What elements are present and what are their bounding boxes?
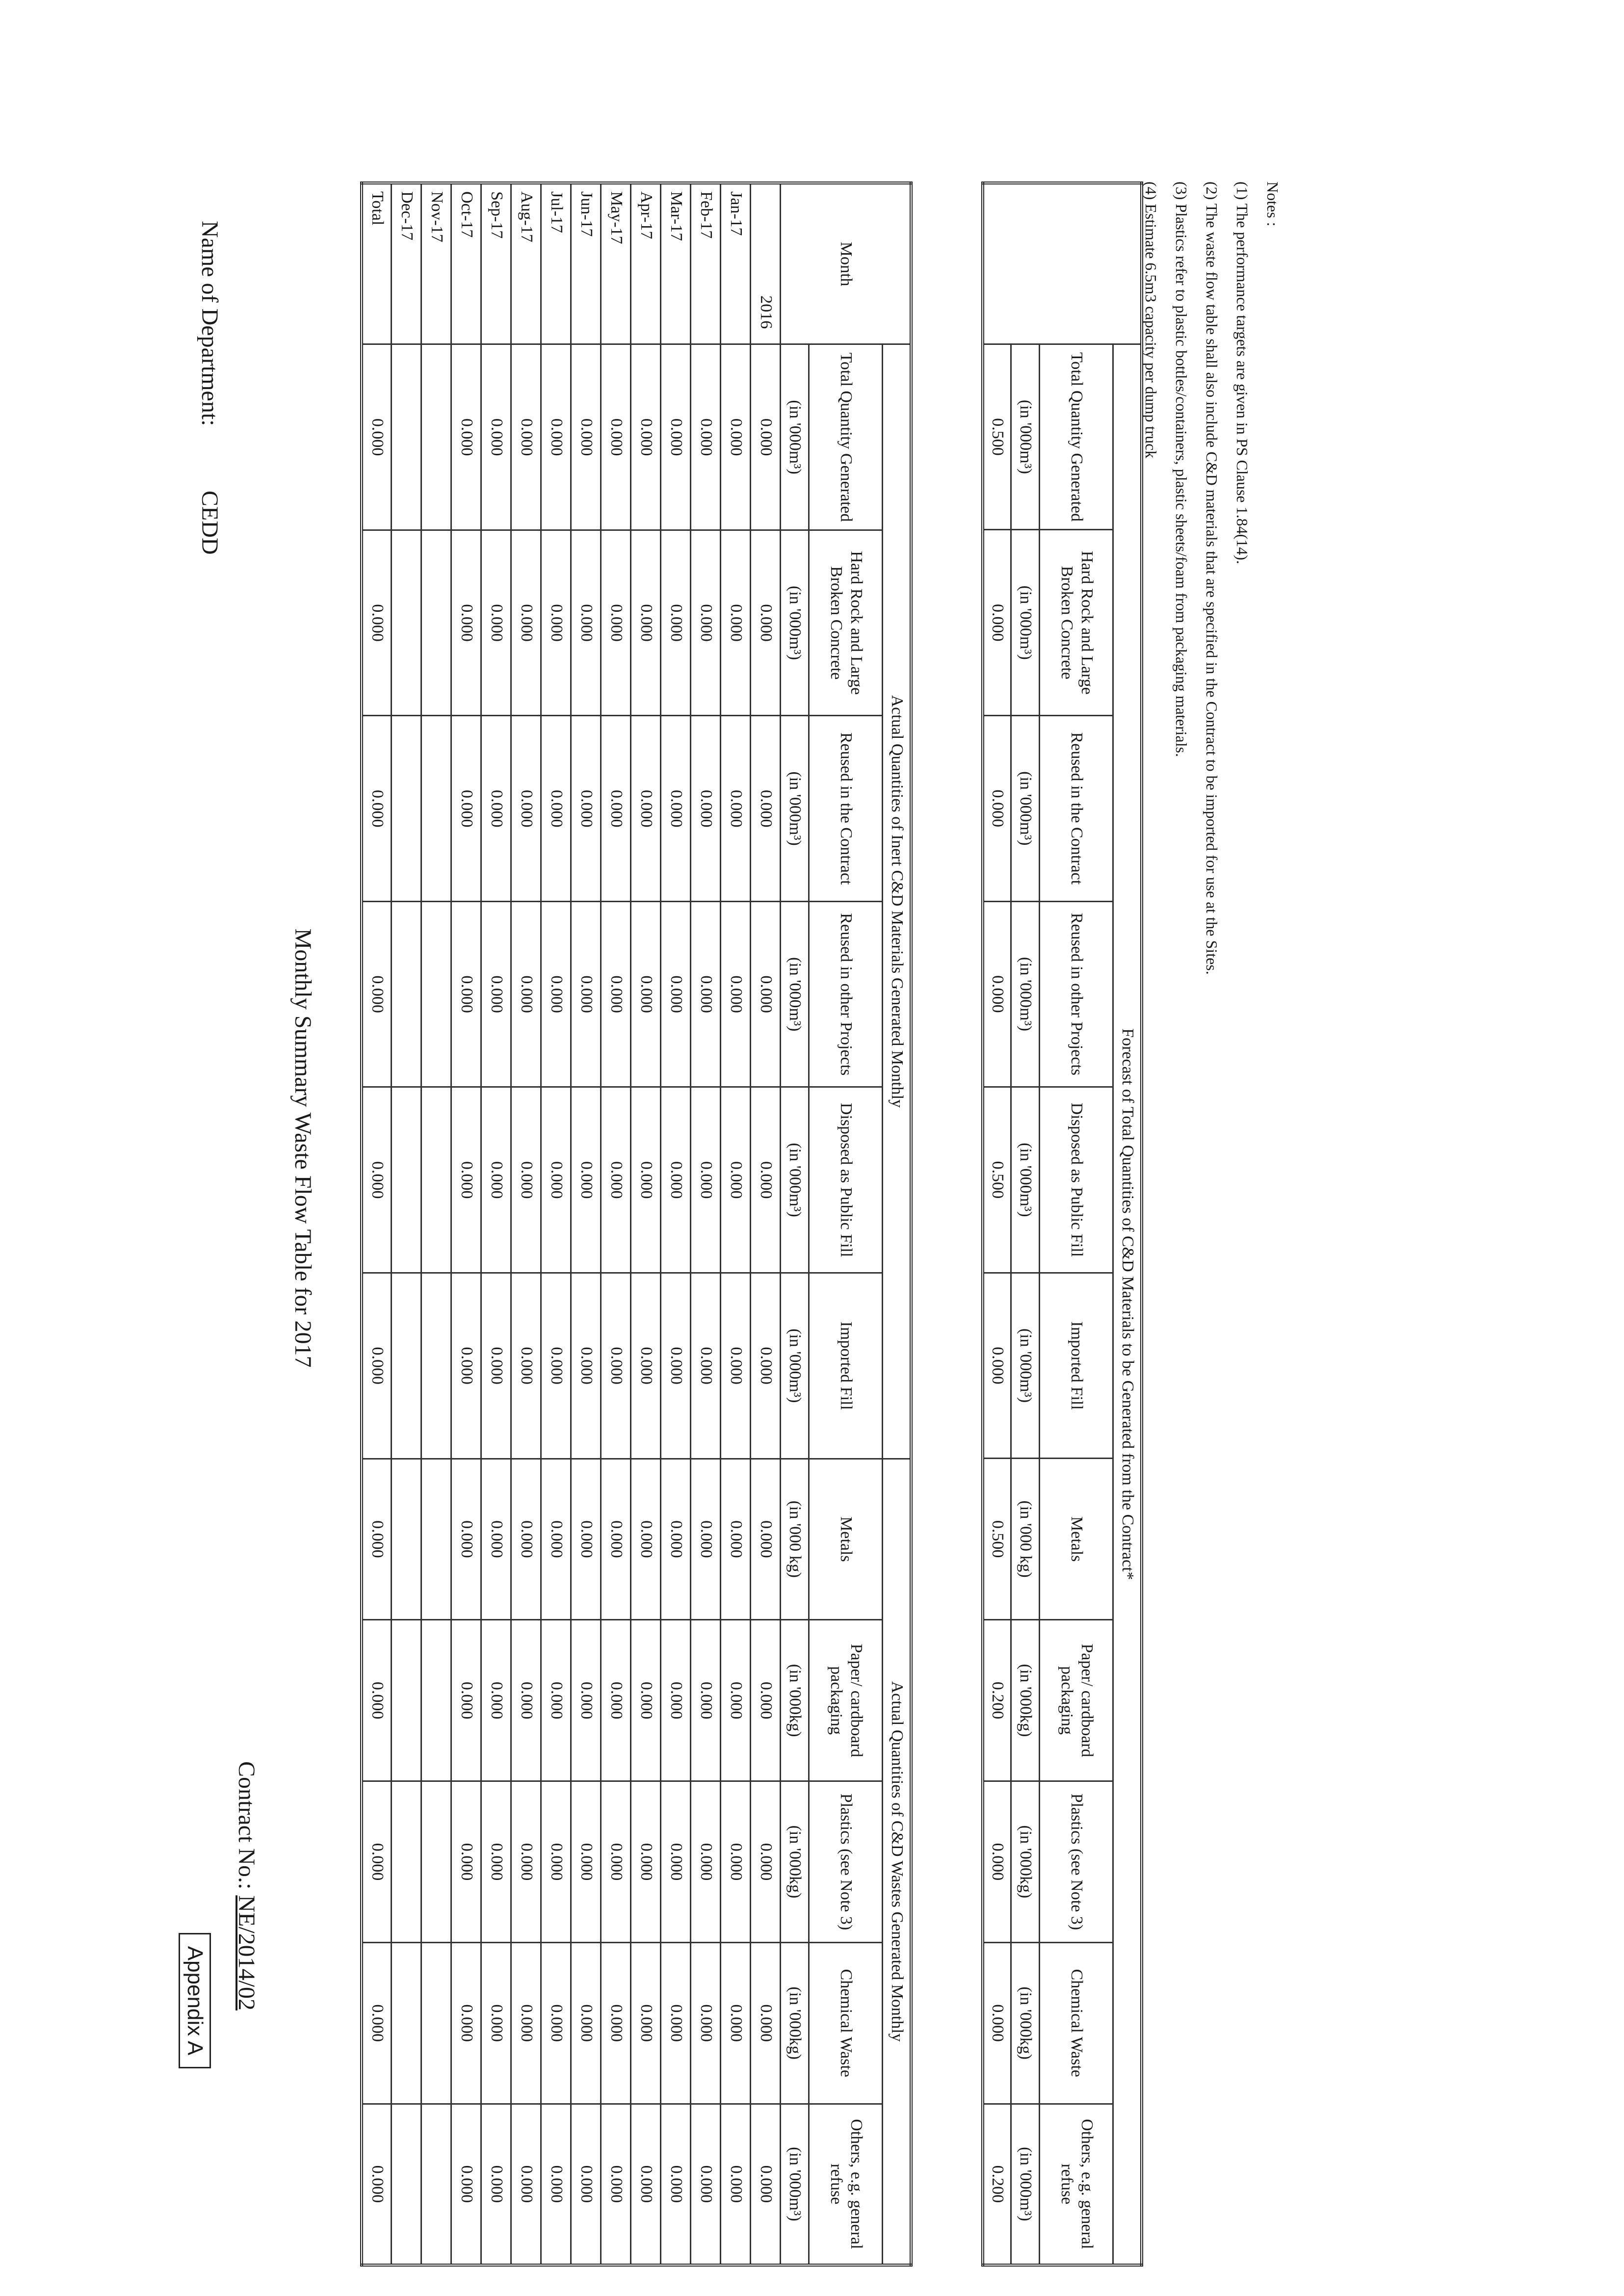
value-cell xyxy=(421,1273,451,1459)
value-cell: 0.000 xyxy=(661,1087,691,1273)
unit-header: (in '000 kg) xyxy=(781,1459,809,1620)
unit-header: (in '000m³) xyxy=(781,530,809,716)
forecast-column-header-row xyxy=(1040,183,1113,2265)
page-title: Monthly Summary Waste Flow Table for 2017 xyxy=(290,928,316,1368)
value-cell: 0.000 xyxy=(511,716,541,902)
value-cell: 0.000 xyxy=(511,1781,541,1943)
notes xyxy=(1136,182,1288,975)
value-cell: 0.000 xyxy=(451,344,481,530)
forecast-group-header: Forecast of Total Quantities of C&D Materials to be Generated from the Contract* xyxy=(1113,344,1142,2265)
value-cell: 0.000 xyxy=(571,1087,601,1273)
forecast-column-header: Imported Fill xyxy=(1040,1273,1113,1459)
forecast-column-header: Paper/ cardboard packaging xyxy=(1040,1619,1113,1781)
value-cell: 0.000 xyxy=(661,716,691,902)
value-cell: 0.000 xyxy=(691,1273,721,1459)
value-cell: 0.000 xyxy=(451,1459,481,1620)
month-cell: Jan-17 xyxy=(721,183,751,344)
value-cell xyxy=(421,344,451,530)
forecast-column-header: Metals xyxy=(1040,1459,1113,1620)
month-cell: Apr-17 xyxy=(631,183,661,344)
value-cell xyxy=(392,901,421,1087)
value-cell: 0.000 xyxy=(481,1942,511,2104)
value-cell xyxy=(392,344,421,530)
value-cell: 0.000 xyxy=(631,901,661,1087)
value-cell: 0.000 xyxy=(661,344,691,530)
unit-header: (in '000kg) xyxy=(781,1942,809,2104)
table-row xyxy=(421,183,451,2265)
value-cell: 0.000 xyxy=(631,1781,661,1943)
note-4: (4) Estimate 6.5m3 capacity per dump truck xyxy=(1142,182,1160,459)
value-cell: 0.000 xyxy=(362,716,392,902)
value-cell: 0.000 xyxy=(721,344,751,530)
value-cell xyxy=(392,1087,421,1273)
contract-number: NE/2014/02 xyxy=(234,1895,260,2010)
value-cell: 0.000 xyxy=(362,1459,392,1620)
value-cell: 0.000 xyxy=(601,1273,631,1459)
forecast-column-header: Chemical Waste xyxy=(1040,1942,1113,2104)
contract-line xyxy=(233,1761,260,2010)
forecast-value-cell: 0.200 xyxy=(983,2104,1011,2265)
forecast-unit-header: (in '000m³) xyxy=(1011,715,1040,901)
column-header: Reused in the Contract xyxy=(809,716,883,902)
month-cell: Jun-17 xyxy=(571,183,601,344)
table-row xyxy=(661,183,691,2265)
month-cell: Nov-17 xyxy=(421,183,451,344)
value-cell: 0.000 xyxy=(631,1087,661,1273)
unit-header: (in '000kg) xyxy=(781,1781,809,1943)
column-header: Hard Rock and Large Broken Concrete xyxy=(809,530,883,716)
value-cell xyxy=(421,901,451,1087)
value-cell: 0.000 xyxy=(631,344,661,530)
table-row xyxy=(511,183,541,2265)
forecast-value-cell: 0.200 xyxy=(983,1619,1011,1781)
value-cell: 0.000 xyxy=(661,2104,691,2265)
value-cell: 0.000 xyxy=(541,530,571,716)
value-cell: 0.000 xyxy=(481,344,511,530)
value-cell: 0.000 xyxy=(751,1087,781,1273)
value-cell: 0.000 xyxy=(362,1781,392,1943)
value-cell: 0.000 xyxy=(362,2104,392,2265)
table-row xyxy=(631,183,661,2265)
value-cell: 0.000 xyxy=(571,716,601,902)
forecast-column-header: Reused in other Projects xyxy=(1040,901,1113,1087)
value-cell: 0.000 xyxy=(751,344,781,530)
value-cell: 0.000 xyxy=(451,1273,481,1459)
forecast-table xyxy=(981,182,1143,2267)
forecast-unit-row xyxy=(1011,183,1040,2265)
value-cell: 0.000 xyxy=(362,901,392,1087)
forecast-unit-header: (in '000kg) xyxy=(1011,1781,1040,1942)
value-cell: 0.000 xyxy=(751,1620,781,1781)
value-cell xyxy=(392,1620,421,1781)
value-cell: 0.000 xyxy=(571,344,601,530)
value-cell: 0.000 xyxy=(451,1942,481,2104)
forecast-blank-cell xyxy=(983,183,1142,344)
value-cell: 0.000 xyxy=(601,1942,631,2104)
unit-header: (in '000m³) xyxy=(781,1273,809,1459)
value-cell: 0.000 xyxy=(481,1781,511,1943)
value-cell xyxy=(392,716,421,902)
value-cell xyxy=(421,1459,451,1620)
value-cell: 0.000 xyxy=(451,1781,481,1943)
value-cell: 0.000 xyxy=(451,2104,481,2265)
value-cell: 0.000 xyxy=(511,1087,541,1273)
value-cell: 0.000 xyxy=(751,1459,781,1620)
value-cell: 0.000 xyxy=(511,1459,541,1620)
value-cell: 0.000 xyxy=(362,1087,392,1273)
actual-quantities-table xyxy=(360,182,913,2267)
forecast-unit-header: (in '000m³) xyxy=(1011,530,1040,716)
value-cell: 0.000 xyxy=(451,1620,481,1781)
value-cell: 0.000 xyxy=(631,716,661,902)
forecast-unit-header: (in '000kg) xyxy=(1011,1942,1040,2104)
value-cell: 0.000 xyxy=(601,530,631,716)
value-cell: 0.000 xyxy=(481,1459,511,1620)
value-cell: 0.000 xyxy=(661,1781,691,1943)
forecast-value-cell: 0.000 xyxy=(983,1781,1011,1942)
value-cell: 0.000 xyxy=(661,1942,691,2104)
value-cell: 0.000 xyxy=(661,1620,691,1781)
forecast-column-header: Hard Rock and Large Broken Concrete xyxy=(1040,530,1113,716)
value-cell: 0.000 xyxy=(481,901,511,1087)
table-row xyxy=(691,183,721,2265)
value-cell: 0.000 xyxy=(631,1459,661,1620)
forecast-value-cell: 0.000 xyxy=(983,530,1011,716)
column-header: Others, e.g. general refuse xyxy=(809,2104,883,2265)
table-row xyxy=(392,183,421,2265)
department-value: CEDD xyxy=(197,491,223,555)
column-header: Plastics (see Note 3) xyxy=(809,1781,883,1943)
value-cell: 0.000 xyxy=(601,1459,631,1620)
value-cell: 0.000 xyxy=(571,1781,601,1943)
value-cell: 0.000 xyxy=(691,1620,721,1781)
table-row xyxy=(451,183,481,2265)
table-row xyxy=(541,183,571,2265)
value-cell: 0.000 xyxy=(751,530,781,716)
value-cell xyxy=(392,2104,421,2265)
forecast-column-header: Total Quantity Generated xyxy=(1040,344,1113,530)
forecast-unit-header: (in '000m³) xyxy=(1011,1273,1040,1459)
value-cell xyxy=(392,1942,421,2104)
note-2: (2) The waste flow table shall also include C&D materials that are specified in the Contract to be imported for use at the Sites. xyxy=(1203,182,1221,975)
value-cell: 0.000 xyxy=(511,1942,541,2104)
value-cell: 0.000 xyxy=(362,1273,392,1459)
value-cell: 0.000 xyxy=(362,530,392,716)
value-cell xyxy=(421,1781,451,1943)
value-cell xyxy=(392,530,421,716)
month-cell: May-17 xyxy=(601,183,631,344)
value-cell xyxy=(392,1273,421,1459)
value-cell: 0.000 xyxy=(691,1459,721,1620)
value-cell: 0.000 xyxy=(511,2104,541,2265)
value-cell: 0.000 xyxy=(601,2104,631,2265)
actual-table-body xyxy=(362,183,781,2265)
month-cell: Sep-17 xyxy=(481,183,511,344)
value-cell: 0.000 xyxy=(691,1942,721,2104)
unit-header: (in '000m³) xyxy=(781,901,809,1087)
value-cell xyxy=(392,1459,421,1620)
table-row xyxy=(362,183,392,2265)
table-row xyxy=(601,183,631,2265)
value-cell: 0.000 xyxy=(362,1942,392,2104)
column-header: Total Quantity Generated xyxy=(809,344,883,530)
table-row xyxy=(571,183,601,2265)
value-cell: 0.000 xyxy=(721,716,751,902)
value-cell: 0.000 xyxy=(571,530,601,716)
value-cell: 0.000 xyxy=(511,1620,541,1781)
forecast-unit-header: (in '000m³) xyxy=(1011,2104,1040,2265)
value-cell: 0.000 xyxy=(691,716,721,902)
value-cell: 0.000 xyxy=(661,530,691,716)
note-3: (3) Plastics refer to plastic bottles/containers, plastic sheets/foam from packaging materials. xyxy=(1173,182,1190,757)
unit-header: (in '000kg) xyxy=(781,1620,809,1781)
column-header: Disposed as Public Fill xyxy=(809,1087,883,1273)
value-cell: 0.000 xyxy=(511,344,541,530)
note-1: (1) The performance targets are given in PS Clause 1.84(14). xyxy=(1233,182,1251,564)
value-cell: 0.000 xyxy=(601,1620,631,1781)
value-cell: 0.000 xyxy=(691,344,721,530)
value-cell: 0.000 xyxy=(601,344,631,530)
forecast-column-header: Reused in the Contract xyxy=(1040,715,1113,901)
value-cell: 0.000 xyxy=(451,530,481,716)
group-header-row xyxy=(883,183,911,2265)
forecast-unit-header: (in '000m³) xyxy=(1011,344,1040,530)
month-cell: Total xyxy=(362,183,392,344)
value-cell: 0.000 xyxy=(721,1273,751,1459)
value-cell: 0.000 xyxy=(631,2104,661,2265)
value-cell: 0.000 xyxy=(541,1781,571,1943)
value-cell: 0.000 xyxy=(481,530,511,716)
value-cell: 0.000 xyxy=(541,1087,571,1273)
value-cell: 0.000 xyxy=(571,1459,601,1620)
value-cell: 0.000 xyxy=(721,1781,751,1943)
value-cell: 0.000 xyxy=(541,716,571,902)
unit-header: (in '000m³) xyxy=(781,1087,809,1273)
forecast-value-row xyxy=(983,183,1011,2265)
column-header: Reused in other Projects xyxy=(809,901,883,1087)
forecast-unit-header: (in '000kg) xyxy=(1011,1619,1040,1781)
value-cell: 0.000 xyxy=(601,1087,631,1273)
value-cell: 0.000 xyxy=(751,901,781,1087)
value-cell: 0.000 xyxy=(511,530,541,716)
notes-heading: Notes : xyxy=(1264,182,1282,227)
value-cell: 0.000 xyxy=(601,901,631,1087)
value-cell: 0.000 xyxy=(751,1273,781,1459)
value-cell: 0.000 xyxy=(721,1942,751,2104)
value-cell: 0.000 xyxy=(721,1459,751,1620)
value-cell: 0.000 xyxy=(721,2104,751,2265)
value-cell: 0.000 xyxy=(661,1273,691,1459)
value-cell: 0.000 xyxy=(631,1620,661,1781)
month-cell: Oct-17 xyxy=(451,183,481,344)
month-cell: Feb-17 xyxy=(691,183,721,344)
forecast-unit-header: (in '000 kg) xyxy=(1011,1459,1040,1620)
unit-header: (in '000m³) xyxy=(781,716,809,902)
table-row xyxy=(751,183,781,2265)
month-cell: Jul-17 xyxy=(541,183,571,344)
value-cell: 0.000 xyxy=(541,1620,571,1781)
forecast-value-cell: 0.000 xyxy=(983,715,1011,901)
value-cell: 0.000 xyxy=(541,1942,571,2104)
appendix-box: Appendix A xyxy=(179,1933,211,2068)
value-cell: 0.000 xyxy=(571,2104,601,2265)
value-cell: 0.000 xyxy=(571,1620,601,1781)
value-cell: 0.000 xyxy=(691,901,721,1087)
value-cell: 0.000 xyxy=(481,1273,511,1459)
value-cell: 0.000 xyxy=(481,1087,511,1273)
forecast-column-header: Disposed as Public Fill xyxy=(1040,1087,1113,1273)
unit-header: (in '000m³) xyxy=(781,2104,809,2265)
forecast-value-cell: 0.500 xyxy=(983,1087,1011,1273)
value-cell: 0.000 xyxy=(721,530,751,716)
value-cell: 0.000 xyxy=(511,901,541,1087)
forecast-value-cell: 0.000 xyxy=(983,901,1011,1087)
value-cell: 0.000 xyxy=(661,901,691,1087)
value-cell: 0.000 xyxy=(541,2104,571,2265)
month-cell: Dec-17 xyxy=(392,183,421,344)
forecast-value-cell: 0.500 xyxy=(983,344,1011,530)
value-cell: 0.000 xyxy=(362,1620,392,1781)
value-cell: 0.000 xyxy=(691,2104,721,2265)
forecast-unit-header: (in '000m³) xyxy=(1011,1087,1040,1273)
unit-header-row xyxy=(781,183,809,2265)
value-cell: 0.000 xyxy=(511,1273,541,1459)
value-cell: 0.000 xyxy=(541,344,571,530)
value-cell: 0.000 xyxy=(631,530,661,716)
table-row xyxy=(721,183,751,2265)
value-cell: 0.000 xyxy=(691,1087,721,1273)
value-cell xyxy=(421,530,451,716)
month-header: Month xyxy=(781,183,911,344)
value-cell xyxy=(421,1620,451,1781)
value-cell: 0.000 xyxy=(481,2104,511,2265)
value-cell: 0.000 xyxy=(721,1620,751,1781)
value-cell: 0.000 xyxy=(481,1620,511,1781)
value-cell: 0.000 xyxy=(751,1942,781,2104)
forecast-value-cell: 0.000 xyxy=(983,1273,1011,1459)
forecast-value-cell: 0.000 xyxy=(983,1942,1011,2104)
value-cell: 0.000 xyxy=(451,716,481,902)
value-cell: 0.000 xyxy=(571,1942,601,2104)
unit-header: (in '000m³) xyxy=(781,344,809,530)
column-header: Imported Fill xyxy=(809,1273,883,1459)
month-cell: 2016 xyxy=(751,183,781,344)
value-cell: 0.000 xyxy=(721,1087,751,1273)
value-cell: 0.000 xyxy=(541,901,571,1087)
cd-waste-group-header: Actual Quantities of C&D Wastes Generated Monthly xyxy=(883,1459,911,2265)
value-cell: 0.000 xyxy=(691,1781,721,1943)
column-header-row xyxy=(809,183,883,2265)
contract-label: Contract No.: xyxy=(234,1761,260,1890)
month-cell: Aug-17 xyxy=(511,183,541,344)
forecast-column-header: Plastics (see Note 3) xyxy=(1040,1781,1113,1942)
column-header: Chemical Waste xyxy=(809,1942,883,2104)
value-cell: 0.000 xyxy=(451,1087,481,1273)
value-cell: 0.000 xyxy=(751,2104,781,2265)
forecast-unit-header: (in '000m³) xyxy=(1011,901,1040,1087)
value-cell: 0.000 xyxy=(751,1781,781,1943)
value-cell: 0.000 xyxy=(721,901,751,1087)
value-cell: 0.000 xyxy=(541,1459,571,1620)
forecast-value-cell: 0.500 xyxy=(983,1459,1011,1620)
value-cell: 0.000 xyxy=(691,530,721,716)
value-cell: 0.000 xyxy=(631,1942,661,2104)
column-header: Metals xyxy=(809,1459,883,1620)
value-cell: 0.000 xyxy=(751,716,781,902)
value-cell: 0.000 xyxy=(631,1273,661,1459)
value-cell xyxy=(421,1087,451,1273)
value-cell xyxy=(421,1942,451,2104)
value-cell: 0.000 xyxy=(571,901,601,1087)
value-cell xyxy=(392,1781,421,1943)
value-cell: 0.000 xyxy=(451,901,481,1087)
forecast-column-header: Others, e.g. general refuse xyxy=(1040,2104,1113,2265)
table-row xyxy=(481,183,511,2265)
department-label: Name of Department: xyxy=(197,221,223,426)
value-cell xyxy=(421,2104,451,2265)
value-cell xyxy=(421,716,451,902)
inert-group-header: Actual Quantities of Inert C&D Materials Generated Monthly xyxy=(883,344,911,1459)
value-cell: 0.000 xyxy=(601,716,631,902)
month-cell: Mar-17 xyxy=(661,183,691,344)
column-header: Paper/ cardboard packaging xyxy=(809,1620,883,1781)
value-cell: 0.000 xyxy=(481,716,511,902)
value-cell: 0.000 xyxy=(571,1273,601,1459)
value-cell: 0.000 xyxy=(362,344,392,530)
value-cell: 0.000 xyxy=(601,1781,631,1943)
value-cell: 0.000 xyxy=(661,1459,691,1620)
value-cell: 0.000 xyxy=(541,1273,571,1459)
